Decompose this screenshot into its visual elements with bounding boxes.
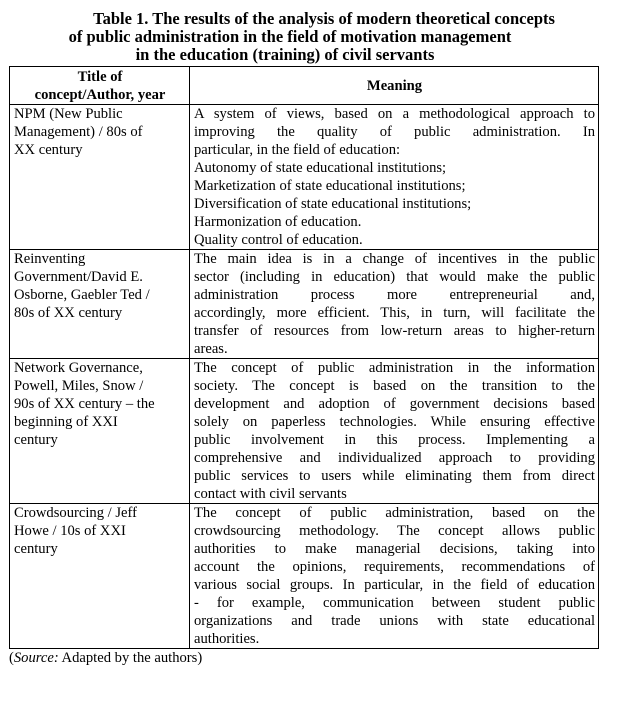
meaning-line: transfer of resources from low-return areas to higher-return: [194, 323, 595, 339]
concept-title-line: 90s of XX century – the: [14, 396, 155, 412]
concept-title-line: Crowdsourcing / Jeff: [14, 505, 137, 521]
meaning-line: The concept of public administration in the information: [194, 360, 595, 376]
meaning-line: accordingly, more efficient. This, in turn, will facilitate the: [194, 305, 595, 321]
concept-title-line: Government/David E.: [14, 269, 143, 285]
meaning-cell: [190, 250, 599, 359]
meaning-line: public involvement in this process. Implementing a: [194, 432, 595, 448]
concept-title-line: Management) / 80s of: [14, 124, 143, 140]
meaning-line: various social groups. In particular, in the field of education: [194, 577, 595, 593]
caption-line-3: in the education (training) of civil servants: [135, 45, 435, 64]
meaning-line: public services to users while eliminating them from direct: [194, 468, 595, 484]
header-title-author: [10, 67, 190, 105]
caption-line-1: Table 1. The results of the analysis of modern theoretical concepts: [93, 9, 555, 28]
meaning-line: comprehensive and individualized approach to providing: [194, 450, 595, 466]
table-row: [10, 359, 599, 504]
meaning-line: sector (including in education) that would make the public: [194, 269, 595, 285]
concept-title-line: Powell, Miles, Snow /: [14, 378, 144, 394]
meaning-line: Quality control of education.: [194, 232, 363, 248]
meaning-line: - for example, communication between student public: [194, 595, 595, 611]
meaning-line: A system of views, based on a methodological approach to: [194, 106, 595, 122]
meaning-cell: [190, 359, 599, 504]
meaning-line: contact with civil servants: [194, 486, 347, 502]
meaning-line: The concept of public administration, based on the: [194, 505, 595, 521]
source-open-paren: (: [9, 650, 14, 666]
concept-author-cell: [10, 250, 190, 359]
meaning-line: authorities.: [194, 631, 260, 647]
concept-title-line: Howe / 10s of XXI: [14, 523, 126, 539]
meaning-line: improving the quality of public administration. In: [194, 124, 595, 140]
meaning-cell: [190, 504, 599, 649]
meaning-line: development and adoption of government decisions based: [194, 396, 595, 412]
source-label: Source:: [13, 650, 59, 666]
meaning-cell: [190, 105, 599, 250]
table-header-row: [10, 67, 599, 105]
meaning-line: account the opinions, requirements, recommendations of: [194, 559, 595, 575]
concept-title-line: NPM (New Public: [14, 106, 123, 122]
concepts-table: [9, 66, 599, 649]
meaning-line: authorities to make managerial decisions, taking into: [194, 541, 595, 557]
meaning-line: crowdsourcing methodology. The concept allows public: [194, 523, 595, 539]
meaning-line: society. The concept is based on the transition to the: [194, 378, 595, 394]
meaning-line: administration process more entrepreneurial and,: [194, 287, 595, 303]
concept-title-line: century: [14, 432, 58, 448]
table-row: [10, 105, 599, 250]
concept-author-cell: [10, 105, 190, 250]
source-note: [9, 650, 620, 667]
caption-line-2: of public administration in the field of motivation management: [68, 27, 512, 46]
header-title-line-1: Title of: [77, 69, 123, 85]
meaning-line: organizations and trade unions with state educational: [194, 613, 595, 629]
concept-title-line: XX century: [14, 142, 83, 158]
concept-title-line: Network Governance,: [14, 360, 143, 376]
table-caption: [0, 10, 620, 64]
header-meaning: Meaning: [190, 67, 599, 105]
concept-title-line: beginning of XXI: [14, 414, 118, 430]
concept-title-line: century: [14, 541, 58, 557]
meaning-line: solely on paperless technologies. While ensuring effective: [194, 414, 595, 430]
concept-title-line: Reinventing: [14, 251, 86, 267]
meaning-line: areas.: [194, 341, 228, 357]
table-row: [10, 504, 599, 649]
header-title-line-2: concept/Author, year: [34, 87, 166, 103]
meaning-line: particular, in the field of education:: [194, 142, 401, 158]
meaning-line: Harmonization of education.: [194, 214, 362, 230]
concept-author-cell: [10, 504, 190, 649]
concept-author-cell: [10, 359, 190, 504]
concept-title-line: Osborne, Gaebler Ted /: [14, 287, 150, 303]
meaning-line: Marketization of state educational institutions;: [194, 178, 466, 194]
concept-title-line: 80s of XX century: [14, 305, 123, 321]
table-row: [10, 250, 599, 359]
meaning-line: Autonomy of state educational institutions;: [194, 160, 447, 176]
source-text: Adapted by the authors): [58, 650, 203, 666]
meaning-line: Diversification of state educational institutions;: [194, 196, 472, 212]
meaning-line: The main idea is in a change of incentives in the public: [194, 251, 595, 267]
